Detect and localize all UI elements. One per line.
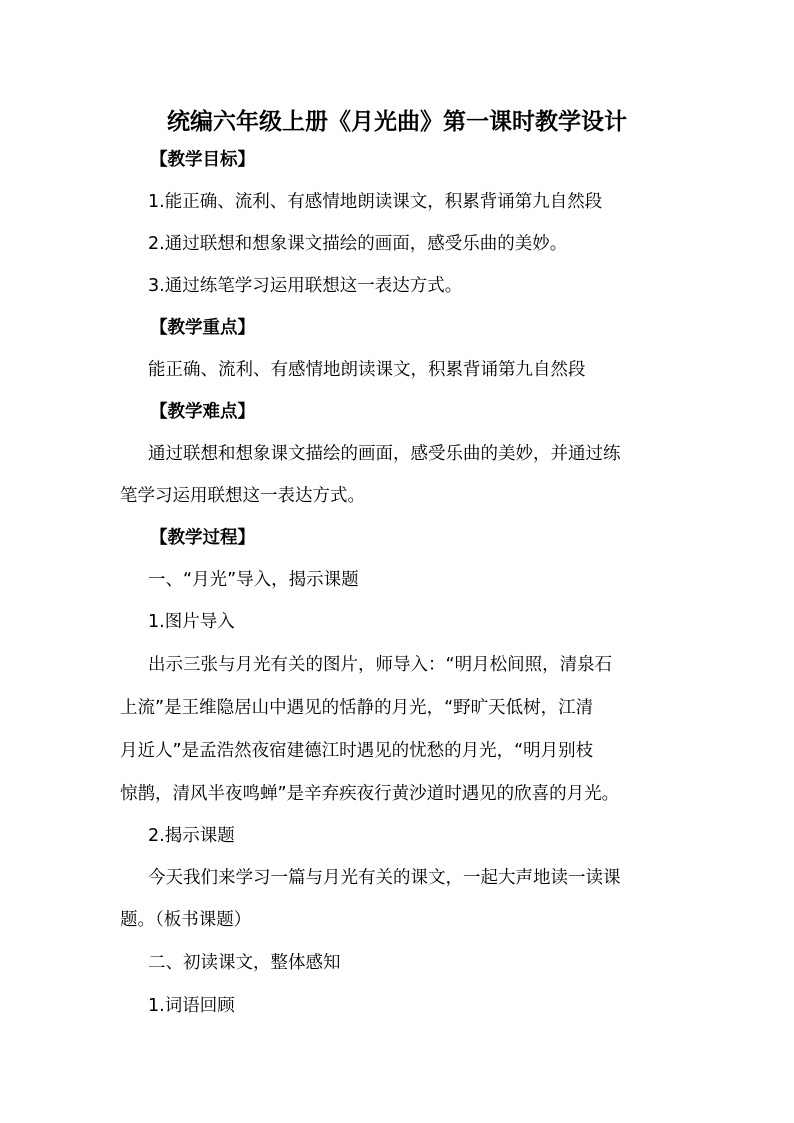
heading-process: 【教学过程】 <box>150 528 255 548</box>
process-section-1: 一、“月光”导入，揭示课题 <box>148 570 359 590</box>
key-points-text: 能正确、流利、有感情地朗读课文，积累背诵第九自然段 <box>148 360 586 380</box>
process-step-1: 1.图片导入 <box>148 612 235 632</box>
intro-para-line-3: 月近人”是孟浩然夜宿建德江时遇见的忧愁的月光，“明月别枝 <box>120 741 594 761</box>
objective-item-2: 2.通过联想和想象课文描绘的画面，感受乐曲的美妙。 <box>148 234 568 254</box>
objective-item-1: 1.能正确、流利、有感情地朗读课文，积累背诵第九自然段 <box>148 192 603 212</box>
heading-difficulties: 【教学难点】 <box>150 402 255 422</box>
difficulties-line-2: 笔学习运用联想这一表达方式。 <box>120 486 365 506</box>
intro-para-line-4: 惊鹊，清风半夜鸣蝉”是辛弃疾夜行黄沙道时遇见的欣喜的月光。 <box>120 784 620 804</box>
document-title: 统编六年级上册《月光曲》第一课时教学设计 <box>167 108 627 135</box>
heading-key-points: 【教学重点】 <box>150 318 255 338</box>
difficulties-line-1: 通过联想和想象课文描绘的画面，感受乐曲的美妙，并通过练 <box>148 444 621 464</box>
intro-para-line-2: 上流”是王维隐居山中遇见的恬静的月光，“野旷天低树，江清 <box>120 698 594 718</box>
topic-para-line-1: 今天我们来学习一篇与月光有关的课文，一起大声地读一读课 <box>148 868 621 888</box>
objective-item-3: 3.通过练笔学习运用联想这一表达方式。 <box>148 276 463 296</box>
topic-para-line-2: 题。（板书课题） <box>120 910 252 930</box>
process-step-2: 2.揭示课题 <box>148 826 235 846</box>
intro-para-line-1: 出示三张与月光有关的图片，师导入：“明月松间照，清泉石 <box>148 655 613 675</box>
process-section-2: 二、初读课文，整体感知 <box>148 953 341 973</box>
heading-objectives: 【教学目标】 <box>150 150 255 170</box>
process-step-3: 1.词语回顾 <box>148 996 235 1016</box>
